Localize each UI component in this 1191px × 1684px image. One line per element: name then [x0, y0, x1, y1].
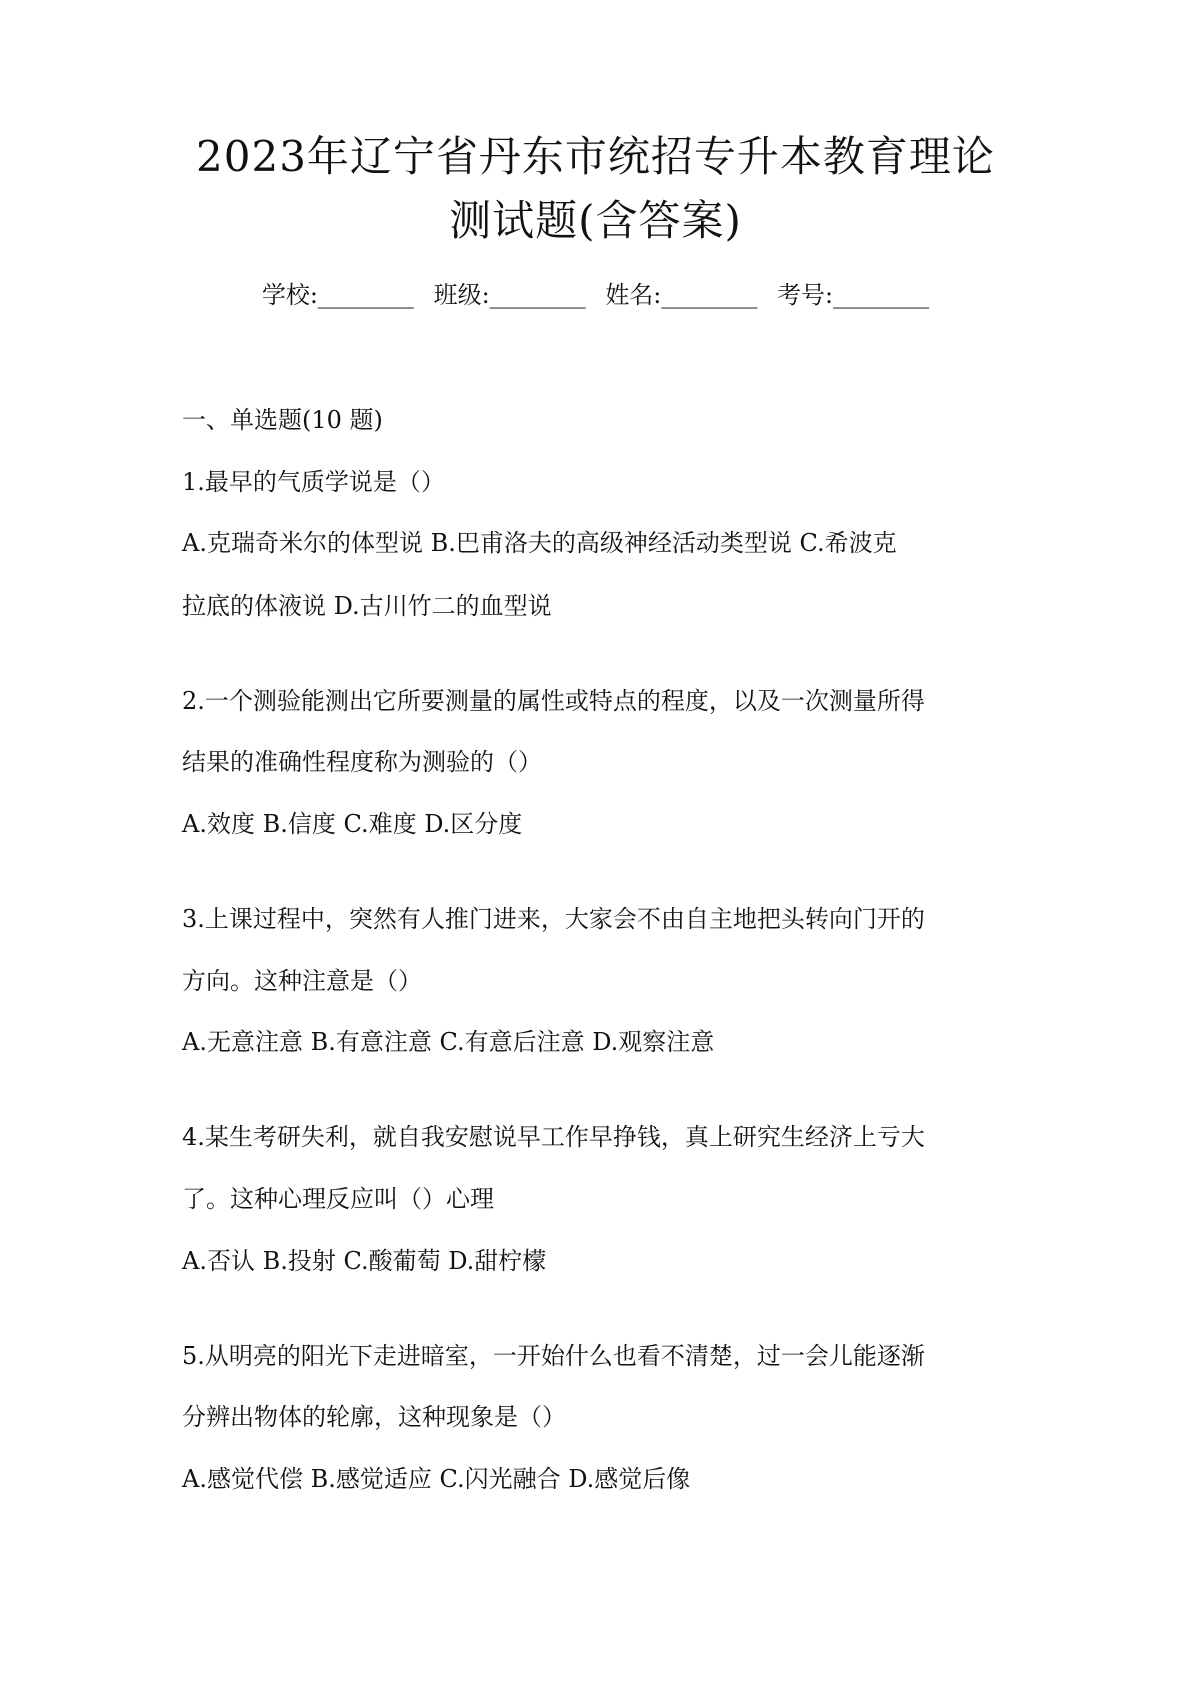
question-5-text: 分辨出物体的轮廓，这种现象是（）	[182, 1403, 566, 1431]
exam-number-field: 考号:________	[777, 281, 930, 309]
school-field: 学校:________	[261, 281, 414, 309]
question-3-options: A.无意注意 B.有意注意 C.有意后注意 D.观察注意	[182, 1028, 715, 1056]
question-2-text: 2.一个测验能测出它所要测量的属性或特点的程度，以及一次测量所得	[182, 687, 925, 715]
question-5-text: 5.从明亮的阳光下走进暗室，一开始什么也看不清楚，过一会儿能逐渐	[182, 1342, 925, 1370]
question-4-text: 了。这种心理反应叫（）心理	[182, 1185, 494, 1213]
document-title-line-2: 测试题(含答案)	[449, 196, 742, 245]
question-2-text: 结果的准确性程度称为测验的（）	[182, 748, 542, 776]
section-heading: 一、单选题(10 题)	[182, 406, 383, 434]
student-info-row	[0, 278, 1191, 312]
question-1-text: 1.最早的气质学说是（）	[182, 468, 445, 496]
question-2-options: A.效度 B.信度 C.难度 D.区分度	[182, 810, 523, 838]
question-5-options: A.感觉代偿 B.感觉适应 C.闪光融合 D.感觉后像	[182, 1465, 691, 1493]
question-3-text: 方向。这种注意是（）	[182, 967, 422, 995]
name-field: 姓名:________	[605, 281, 758, 309]
class-field: 班级:________	[433, 281, 586, 309]
question-4-text: 4.某生考研失利，就自我安慰说早工作早挣钱，真上研究生经济上亏大	[182, 1123, 925, 1151]
question-4-options: A.否认 B.投射 C.酸葡萄 D.甜柠檬	[182, 1247, 547, 1275]
question-1-options: 拉底的体液说 D.古川竹二的血型说	[182, 592, 552, 620]
question-3-text: 3.上课过程中，突然有人推门进来，大家会不由自主地把头转向门开的	[182, 905, 925, 933]
document-title-line-1: 2023年辽宁省丹东市统招专升本教育理论	[196, 132, 995, 181]
question-1-options: A.克瑞奇米尔的体型说 B.巴甫洛夫的高级神经活动类型说 C.希波克	[182, 529, 897, 557]
